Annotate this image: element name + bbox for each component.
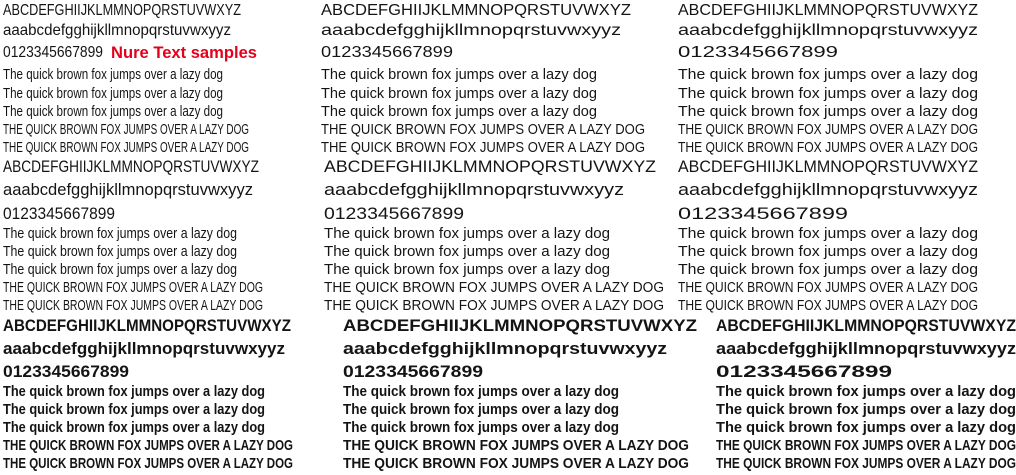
sample-pangram-bold: The quick brown fox jumps over a lazy dog bbox=[343, 401, 619, 418]
specimen-column-condensed bbox=[3, 0, 313, 475]
sample-pangram-bold: The quick brown fox jumps over a lazy dog bbox=[716, 401, 1016, 418]
sample-pangram-light: The quick brown fox jumps over a lazy dog bbox=[678, 85, 978, 102]
sample-digits-light: 0123345667899 bbox=[3, 44, 103, 61]
sample-pangram-medium: The quick brown fox jumps over a lazy dog bbox=[678, 225, 978, 242]
sample-pangram-bold: The quick brown fox jumps over a lazy dog bbox=[3, 383, 265, 400]
sample-lower-light: aaabcdefgghijkllmnopqrstuvwxyyz bbox=[3, 22, 231, 39]
sample-pangram-caps-bold: THE QUICK BROWN FOX JUMPS OVER A LAZY DOG bbox=[716, 455, 1016, 472]
sample-pangram-medium: The quick brown fox jumps over a lazy dog bbox=[678, 261, 978, 278]
sample-pangram-caps-bold: THE QUICK BROWN FOX JUMPS OVER A LAZY DOG bbox=[716, 437, 1016, 454]
sample-pangram-caps-light: THE QUICK BROWN FOX JUMPS OVER A LAZY DOG bbox=[3, 139, 250, 156]
sample-pangram-caps-medium: THE QUICK BROWN FOX JUMPS OVER A LAZY DOG bbox=[678, 279, 978, 296]
sample-upper-medium: ABCDEFGHIIJKLMMNOPQRSTUVWXYZ bbox=[678, 157, 978, 176]
sample-pangram-light: The quick brown fox jumps over a lazy dog bbox=[678, 103, 978, 120]
sample-digits-bold: 0123345667899 bbox=[3, 362, 129, 381]
sample-upper-light: ABCDEFGHIIJKLMMNOPQRSTUVWXYZ bbox=[3, 2, 241, 19]
specimen-title: Nure Text samples bbox=[111, 43, 257, 62]
sample-pangram-medium: The quick brown fox jumps over a lazy dog bbox=[324, 243, 610, 260]
sample-pangram-light: The quick brown fox jumps over a lazy dog bbox=[321, 103, 597, 120]
sample-pangram-medium: The quick brown fox jumps over a lazy dog bbox=[678, 243, 978, 260]
sample-pangram-light: The quick brown fox jumps over a lazy dog bbox=[321, 66, 597, 83]
sample-upper-light: ABCDEFGHIIJKLMMNOPQRSTUVWXYZ bbox=[678, 2, 978, 19]
sample-pangram-caps-bold: THE QUICK BROWN FOX JUMPS OVER A LAZY DOG bbox=[3, 455, 293, 472]
sample-digits-medium: 0123345667899 bbox=[3, 204, 115, 223]
sample-digits-light: 0123345667899 bbox=[321, 44, 453, 61]
sample-lower-bold: aaabcdefgghijkllmnopqrstuvwxyyz bbox=[3, 339, 285, 358]
sample-pangram-caps-light: THE QUICK BROWN FOX JUMPS OVER A LAZY DOG bbox=[3, 121, 250, 138]
sample-pangram-caps-light: THE QUICK BROWN FOX JUMPS OVER A LAZY DOG bbox=[678, 139, 978, 156]
sample-upper-light: ABCDEFGHIIJKLMMNOPQRSTUVWXYZ bbox=[321, 2, 631, 19]
sample-pangram-caps-light: THE QUICK BROWN FOX JUMPS OVER A LAZY DOG bbox=[678, 121, 978, 138]
sample-pangram-caps-medium: THE QUICK BROWN FOX JUMPS OVER A LAZY DOG bbox=[678, 297, 978, 314]
sample-pangram-bold: The quick brown fox jumps over a lazy dog bbox=[716, 383, 1016, 400]
sample-pangram-caps-light: THE QUICK BROWN FOX JUMPS OVER A LAZY DOG bbox=[321, 139, 645, 156]
sample-upper-medium: ABCDEFGHIIJKLMMNOPQRSTUVWXYZ bbox=[324, 157, 656, 176]
sample-lower-medium: aaabcdefgghijkllmnopqrstuvwxyyz bbox=[678, 180, 978, 199]
sample-digits-medium: 0123345667899 bbox=[678, 204, 848, 223]
sample-pangram-medium: The quick brown fox jumps over a lazy dog bbox=[324, 225, 610, 242]
specimen-column-wide bbox=[678, 0, 1016, 475]
sample-pangram-medium: The quick brown fox jumps over a lazy dog bbox=[3, 225, 237, 242]
sample-digits-bold: 0123345667899 bbox=[343, 362, 483, 381]
sample-pangram-light: The quick brown fox jumps over a lazy dog bbox=[321, 85, 597, 102]
sample-lower-light: aaabcdefgghijkllmnopqrstuvwxyyz bbox=[321, 22, 621, 39]
sample-lower-medium: aaabcdefgghijkllmnopqrstuvwxyyz bbox=[324, 180, 624, 199]
sample-pangram-light: The quick brown fox jumps over a lazy dog bbox=[678, 66, 978, 83]
sample-pangram-bold: The quick brown fox jumps over a lazy dog bbox=[716, 419, 1016, 436]
sample-digits-bold: 0123345667899 bbox=[716, 362, 892, 381]
sample-pangram-caps-light: THE QUICK BROWN FOX JUMPS OVER A LAZY DOG bbox=[321, 121, 645, 138]
sample-pangram-medium: The quick brown fox jumps over a lazy dog bbox=[3, 243, 237, 260]
sample-pangram-caps-bold: THE QUICK BROWN FOX JUMPS OVER A LAZY DOG bbox=[343, 437, 689, 454]
sample-digits-light: 0123345667899 bbox=[678, 44, 838, 61]
sample-lower-bold: aaabcdefgghijkllmnopqrstuvwxyyz bbox=[343, 339, 667, 358]
sample-pangram-bold: The quick brown fox jumps over a lazy dog bbox=[343, 383, 619, 400]
sample-pangram-light: The quick brown fox jumps over a lazy dog bbox=[3, 103, 223, 120]
sample-pangram-caps-bold: THE QUICK BROWN FOX JUMPS OVER A LAZY DOG bbox=[3, 437, 293, 454]
sample-lower-bold: aaabcdefgghijkllmnopqrstuvwxyyz bbox=[716, 339, 1016, 358]
sample-pangram-light: The quick brown fox jumps over a lazy dog bbox=[3, 85, 223, 102]
sample-pangram-bold: The quick brown fox jumps over a lazy dog bbox=[3, 419, 265, 436]
sample-pangram-caps-medium: THE QUICK BROWN FOX JUMPS OVER A LAZY DOG bbox=[3, 279, 263, 296]
sample-digits-medium: 0123345667899 bbox=[324, 204, 464, 223]
sample-upper-bold: ABCDEFGHIIJKLMMNOPQRSTUVWXYZ bbox=[343, 316, 697, 335]
specimen-column-regular bbox=[321, 0, 697, 475]
sample-lower-light: aaabcdefgghijkllmnopqrstuvwxyyz bbox=[678, 22, 978, 39]
sample-pangram-caps-bold: THE QUICK BROWN FOX JUMPS OVER A LAZY DOG bbox=[343, 455, 689, 472]
sample-pangram-medium: The quick brown fox jumps over a lazy dog bbox=[3, 261, 237, 278]
sample-upper-bold: ABCDEFGHIIJKLMMNOPQRSTUVWXYZ bbox=[716, 316, 1016, 335]
sample-pangram-caps-medium: THE QUICK BROWN FOX JUMPS OVER A LAZY DOG bbox=[324, 279, 664, 296]
sample-upper-bold: ABCDEFGHIIJKLMMNOPQRSTUVWXYZ bbox=[3, 316, 291, 335]
sample-pangram-medium: The quick brown fox jumps over a lazy dog bbox=[324, 261, 610, 278]
sample-pangram-light: The quick brown fox jumps over a lazy dog bbox=[3, 66, 223, 83]
sample-upper-medium: ABCDEFGHIIJKLMMNOPQRSTUVWXYZ bbox=[3, 157, 259, 176]
sample-lower-medium: aaabcdefgghijkllmnopqrstuvwxyyz bbox=[3, 180, 253, 199]
sample-pangram-caps-medium: THE QUICK BROWN FOX JUMPS OVER A LAZY DOG bbox=[3, 297, 263, 314]
sample-pangram-caps-medium: THE QUICK BROWN FOX JUMPS OVER A LAZY DOG bbox=[324, 297, 664, 314]
sample-pangram-bold: The quick brown fox jumps over a lazy dog bbox=[343, 419, 619, 436]
sample-pangram-bold: The quick brown fox jumps over a lazy dog bbox=[3, 401, 265, 418]
